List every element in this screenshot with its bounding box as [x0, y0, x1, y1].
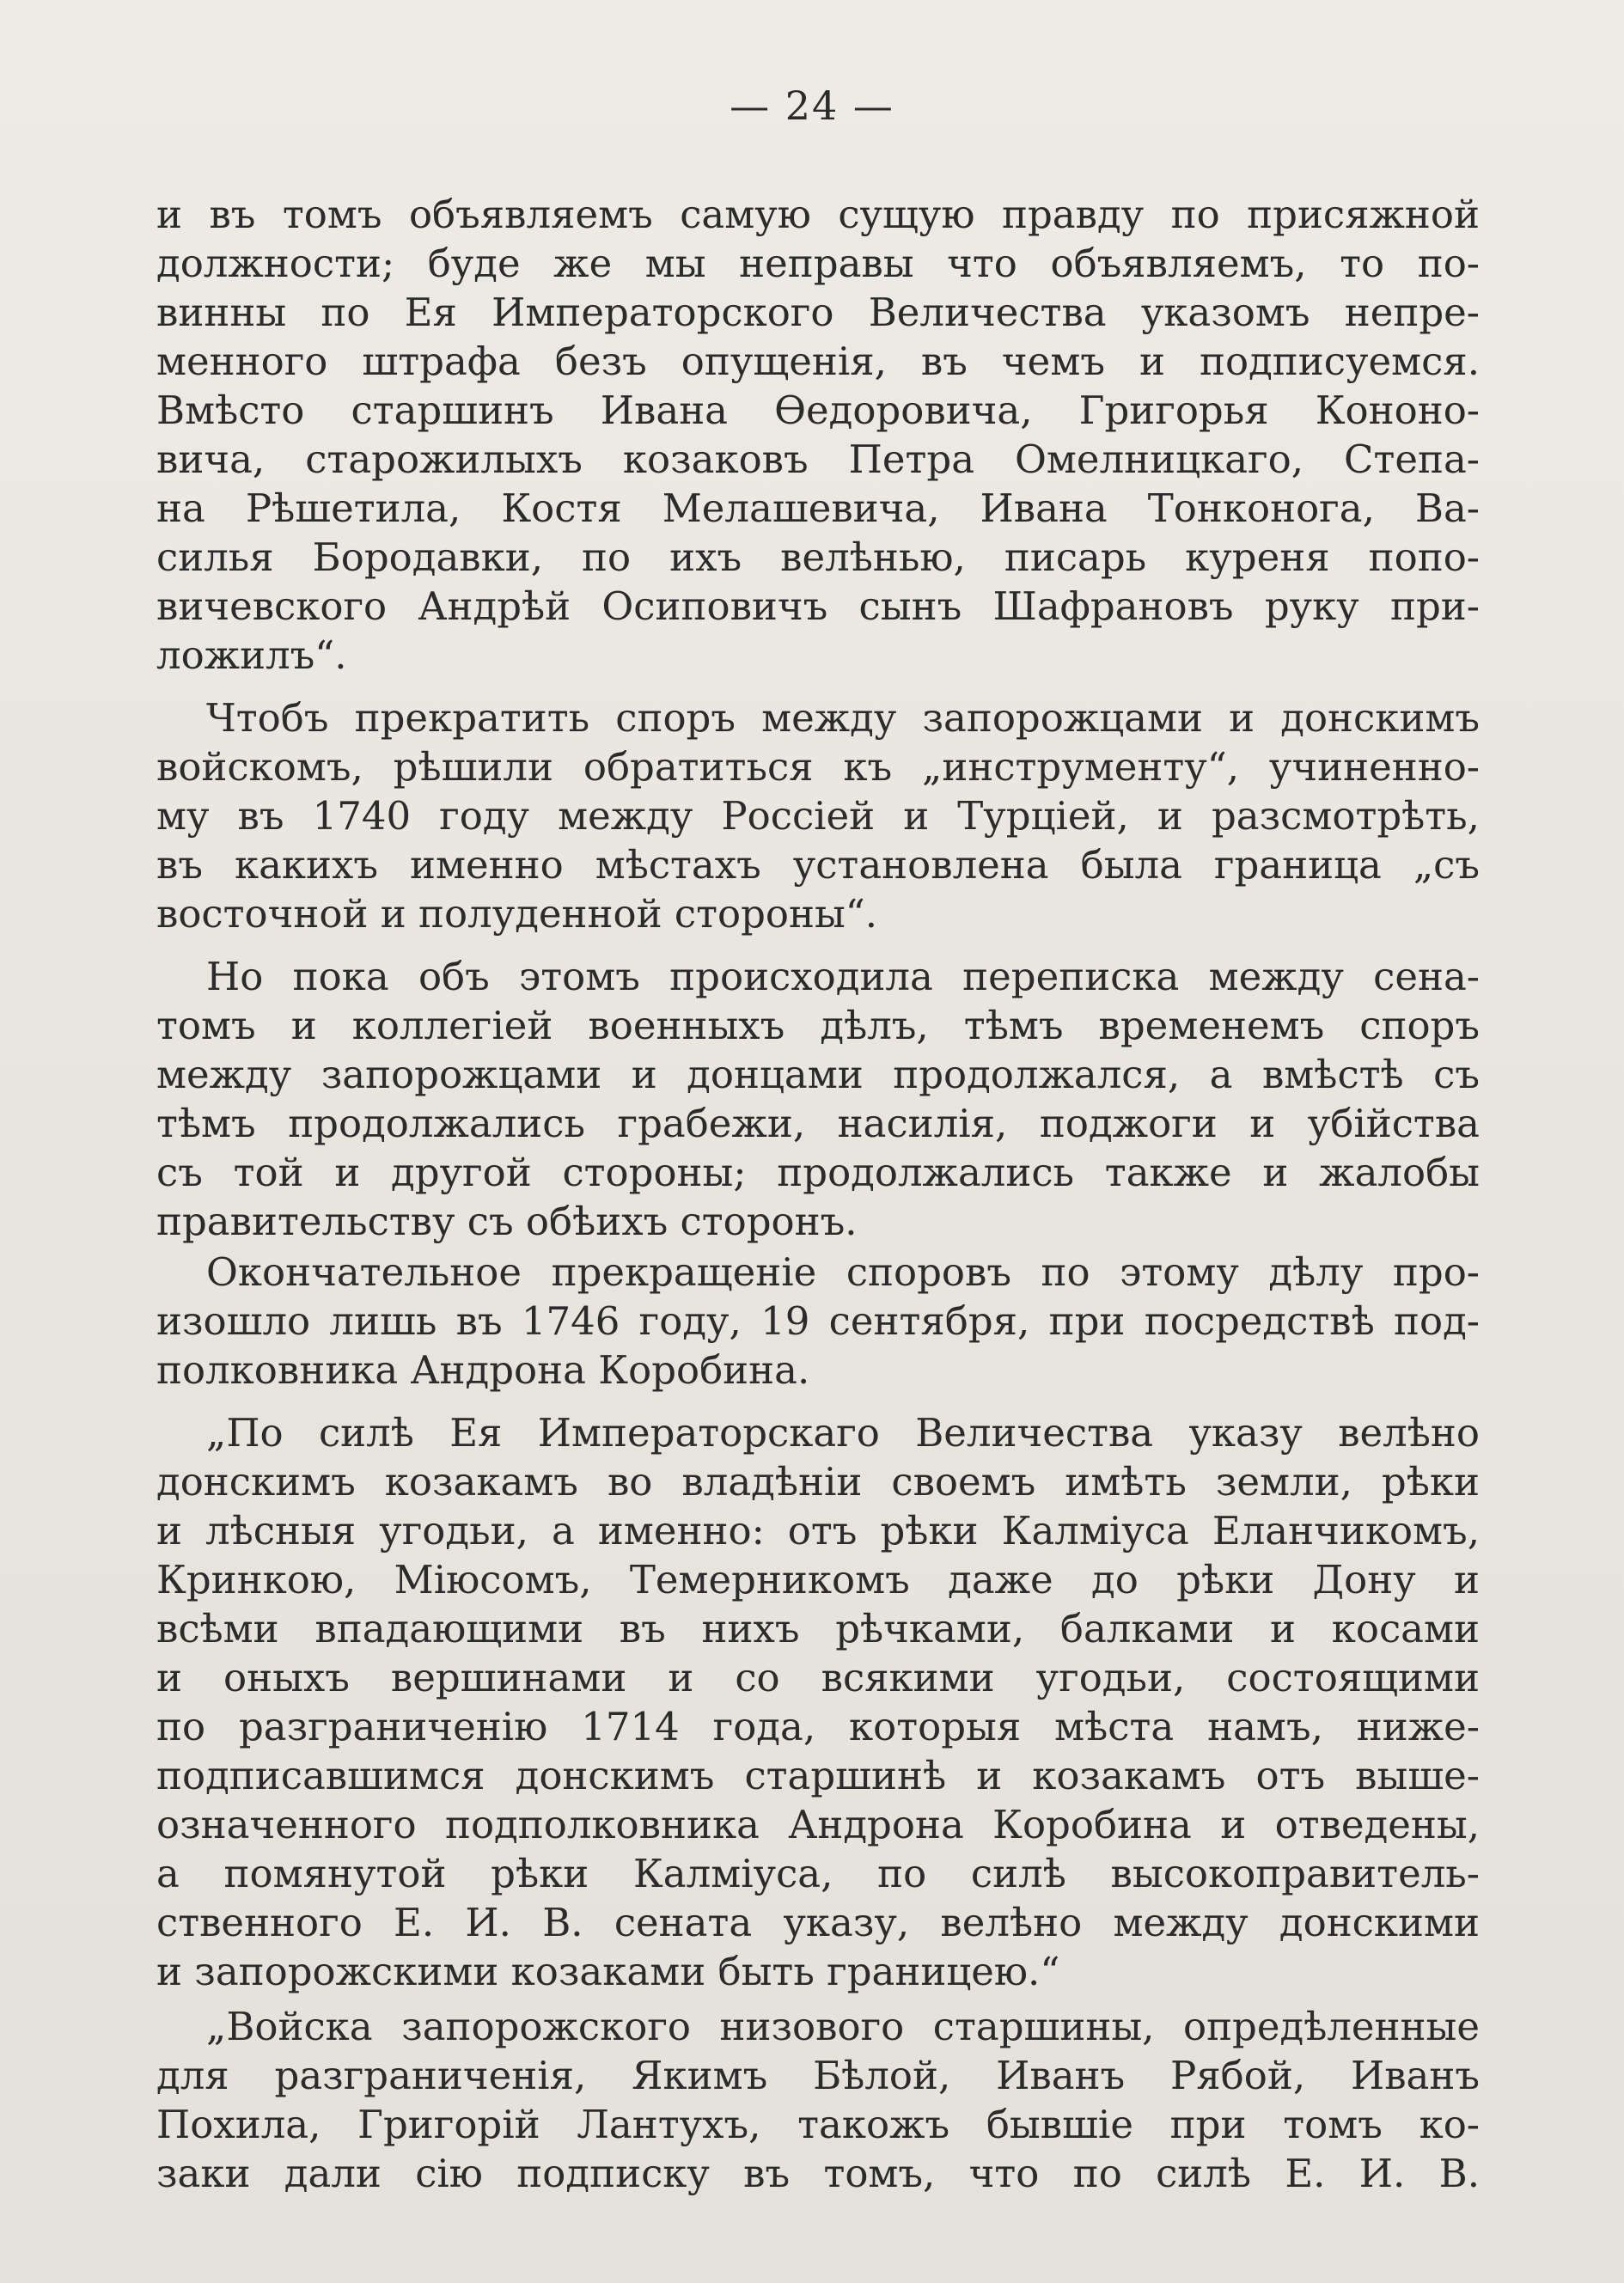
text-line: Похила, Григорій Лантухъ, такожъ бывшіе при томъ ко- [156, 2102, 1480, 2147]
text-line: ственного Е. И. В. сената указу, велѣно между донскими [156, 1900, 1480, 1945]
text-line: „Войска запорожского низового старшины, опредѣленные [206, 2004, 1480, 2049]
text-line: силья Бородавки, по ихъ велѣнью, писарь куреня попо- [156, 534, 1480, 580]
text-line: му въ 1740 году между Россіей и Турціей, и разсмотрѣть, [156, 793, 1480, 839]
text-line: между запорожцами и донцами продолжался, а вмѣстѣ съ [156, 1052, 1480, 1097]
text-line: съ той и другой стороны; продолжались также и жалобы [156, 1150, 1480, 1195]
text-line: тѣмъ продолжались грабежи, насилія, поджоги и убійства [156, 1101, 1480, 1146]
text-line: въ какихъ именно мѣстахъ установлена была граница „съ [156, 842, 1480, 888]
text-line: томъ и коллегіей военныхъ дѣлъ, тѣмъ временемъ споръ [156, 1003, 1480, 1048]
text-line: заки дали сію подписку въ томъ, что по силѣ Е. И. В. [156, 2151, 1480, 2196]
text-line: винны по Ея Императорского Величества указомъ непре- [156, 290, 1480, 335]
text-line: правительству съ обѣихъ сторонъ. [156, 1199, 858, 1244]
text-line: подписавшимся донскимъ старшинѣ и козакамъ отъ выше- [156, 1753, 1480, 1798]
text-line: вича, старожилыхъ козаковъ Петра Омелницкаго, Степа- [156, 436, 1480, 482]
text-line: восточной и полуденной стороны“. [156, 891, 878, 937]
text-line: Кринкою, Міюсомъ, Темерникомъ даже до рѣки Дону и [156, 1557, 1480, 1602]
text-line: полковника Андрона Коробина. [156, 1347, 810, 1393]
text-line: донскимъ козакамъ во владѣніи своемъ имѣть земли, рѣки [156, 1459, 1480, 1505]
text-line: должности; буде же мы неправы что объявляемъ, то по- [156, 241, 1480, 286]
text-line: ложилъ“. [156, 632, 347, 678]
text-line: означенного подполковника Андрона Коробина и отведены, [156, 1802, 1480, 1847]
text-line: по разграниченію 1714 года, которыя мѣста намъ, ниже- [156, 1704, 1480, 1749]
text-line: Вмѣсто старшинъ Ивана Ѳедоровича, Григорья Кононо- [156, 388, 1480, 433]
text-line: всѣми впадающими въ нихъ рѣчками, балками и косами [156, 1606, 1480, 1651]
text-line: а помянутой рѣки Калміуса, по силѣ высокоправитель- [156, 1851, 1480, 1896]
text-line: Окончательное прекращеніе споровъ по этому дѣлу про- [206, 1249, 1480, 1295]
text-line: и лѣсныя угодьи, а именно: отъ рѣки Калміуса Еланчикомъ, [156, 1508, 1480, 1554]
text-line: на Рѣшетила, Костя Мелашевича, Ивана Тонконога, Ва- [156, 485, 1480, 531]
text-line: войскомъ, рѣшили обратиться къ „инструменту“, учиненно- [156, 744, 1480, 790]
text-line: и въ томъ объявляемъ самую сущую правду по присяжной [156, 192, 1480, 237]
text-line: вичевского Андрѣй Осиповичъ сынъ Шафрановъ руку при- [156, 583, 1480, 629]
text-line: и запорожскими козаками быть границею.“ [156, 1949, 1060, 1994]
text-line: Чтобъ прекратить споръ между запорожцами и донскимъ [206, 695, 1480, 741]
text-line: менного штрафа безъ опущенія, въ чемъ и подписуемся. [156, 339, 1480, 384]
text-line: для разграниченія, Якимъ Бѣлой, Иванъ Рябой, Иванъ [156, 2053, 1480, 2098]
page-number: — 24 — [730, 82, 894, 129]
text-line: и оныхъ вершинами и со всякими угодьи, состоящими [156, 1655, 1480, 1700]
text-line: Но пока объ этомъ происходила переписка между сена- [206, 954, 1480, 999]
text-line: изошло лишь въ 1746 году, 19 сентября, при посредствѣ под- [156, 1298, 1480, 1344]
text-line: „По силѣ Ея Императорскаго Величества указу велѣно [206, 1410, 1480, 1456]
